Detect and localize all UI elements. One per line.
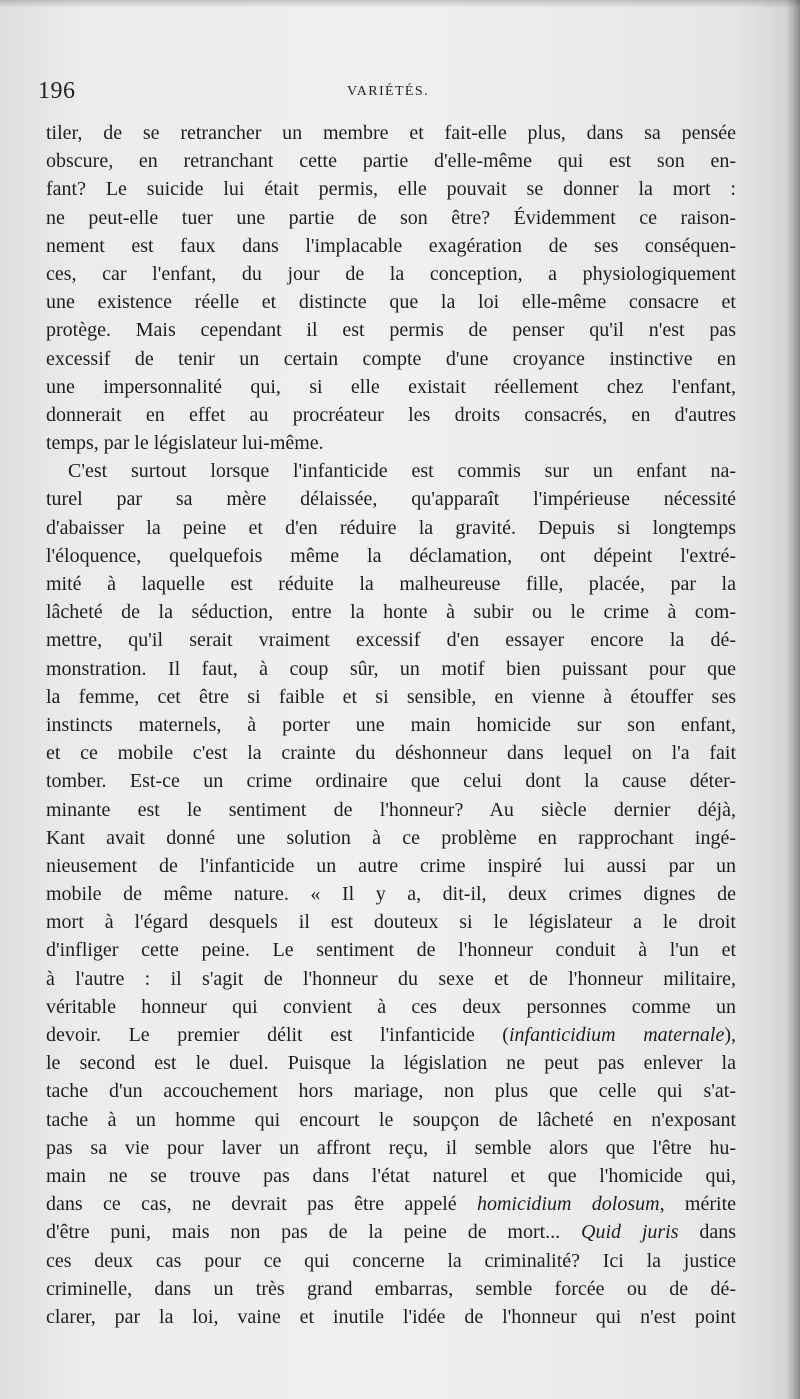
text-line: la femme, cet être si faible et si sensible, en vienne à étouffer ses [46,685,736,708]
text-line: fant? Le suicide lui était permis, elle pouvait se donner la mort : [46,178,736,201]
text-line: et ce mobile c'est la crainte du déshonneur dans lequel on l'a fait [46,742,736,765]
text-line: tache à un homme qui encourt le soupçon de lâcheté en n'exposant [46,1108,736,1131]
text-line: criminelle, dans un très grand embarras, semble forcée ou de dé- [46,1277,736,1300]
text-line: ces, car l'enfant, du jour de la conception, a physiologiquement [46,262,736,285]
text-line: Kant avait donné une solution à ce problème en rapprochant ingé- [46,826,736,849]
text-line: obscure, en retranchant cette partie d'elle-même qui est son en- [46,150,736,173]
italic-term: infanticidium maternale [508,1024,725,1046]
text-line: nement est faux dans l'implacable exagération de ses conséquen- [46,234,736,257]
text-line: main ne se trouve pas dans l'état naturel et que l'homicide qui, [46,1164,736,1187]
text-line: clarer, par la loi, vaine et inutile l'idée de l'honneur qui n'est point [46,1305,736,1328]
text-line-paragraph-end: temps, par le législateur lui-même. [46,432,324,455]
page-header [38,76,738,106]
text-line: lâcheté de la séduction, entre la honte à subir ou le crime à com- [46,601,736,624]
text-line: l'éloquence, quelquefois même la déclamation, ont dépeint l'extré- [46,544,736,567]
text-line: mité à laquelle est réduite la malheureuse fille, placée, par la [46,573,736,595]
italic-term: homicidium dolosum [476,1193,660,1216]
text-line: excessif de tenir un certain compte d'une croyance instinctive en [46,347,736,370]
text-line: ne peut-elle tuer une partie de son être? Évidemment ce raison- [46,206,736,229]
text-line-paragraph-start: C'est surtout lorsque l'infanticide est commis sur un enfant na- [68,460,736,483]
text-line: le second est le duel. Puisque la législation ne peut pas enlever la [46,1052,736,1075]
page-gutter-shadow [786,0,800,1399]
body-text [46,119,736,1331]
text-line: donnerait en effet au procréateur les droits consacrés, en d'autres [46,403,736,426]
text-line: tache d'un accouchement hors mariage, non plus que celle qui s'at- [46,1080,736,1103]
text-line: d'infliger cette peine. Le sentiment de l'honneur conduit à l'un et [46,939,736,962]
text-line: véritable honneur qui convient à ces deux personnes comme un [46,995,736,1018]
text-line: devoir. Le premier délit est l'infanticide (infanticidium maternale), [46,1024,736,1046]
text-line: dans ce cas, ne devrait pas être appelé homicidium dolosum, mérite [46,1193,736,1216]
text-line: turel par sa mère délaissée, qu'apparaît l'impérieuse nécessité [46,488,736,511]
text-line: tiler, de se retrancher un membre et fait-elle plus, dans sa pensée [46,122,736,144]
text-line: mettre, qu'il serait vraiment excessif d'en essayer encore la dé- [46,629,736,652]
text-line: ces deux cas pour ce qui concerne la criminalité? Ici la justice [46,1249,736,1272]
italic-term: Quid juris [581,1221,679,1244]
page-top-shadow [0,0,800,8]
text-line: mobile de même nature. « Il y a, dit-il, deux crimes dignes de [46,883,736,906]
page-number: 196 [38,78,76,104]
text-line: une existence réelle et distincte que la loi elle-même consacre et [46,291,736,314]
text-line: tomber. Est-ce un crime ordinaire que celui dont la cause déter- [46,770,736,793]
text-line: instincts maternels, à porter une main homicide sur son enfant, [46,713,736,736]
text-line: monstration. Il faut, à coup sûr, un motif bien puissant pour que [46,657,736,680]
text-line: pas sa vie pour laver un affront reçu, il semble alors que l'être hu- [46,1136,736,1159]
text-line: d'abaisser la peine et d'en réduire la gravité. Depuis si longtemps [46,516,736,539]
text-line: protège. Mais cependant il est permis de penser qu'il n'est pas [46,319,736,342]
text-line: mort à l'égard desquels il est douteux si le législateur a le droit [46,911,736,934]
text-line: minante est le sentiment de l'honneur? Au siècle dernier déjà, [46,798,736,821]
text-line: une impersonnalité qui, si elle existait réellement chez l'enfant, [46,375,736,398]
text-line: d'être puni, mais non pas de la peine de mort... Quid juris dans [46,1221,736,1244]
text-line: nieusement de l'infanticide un autre crime inspiré lui aussi par un [46,854,736,877]
running-head: VARIÉTÉS. [347,84,429,99]
text-line: à l'autre : il s'agit de l'honneur du sexe et de l'honneur militaire, [46,967,736,990]
